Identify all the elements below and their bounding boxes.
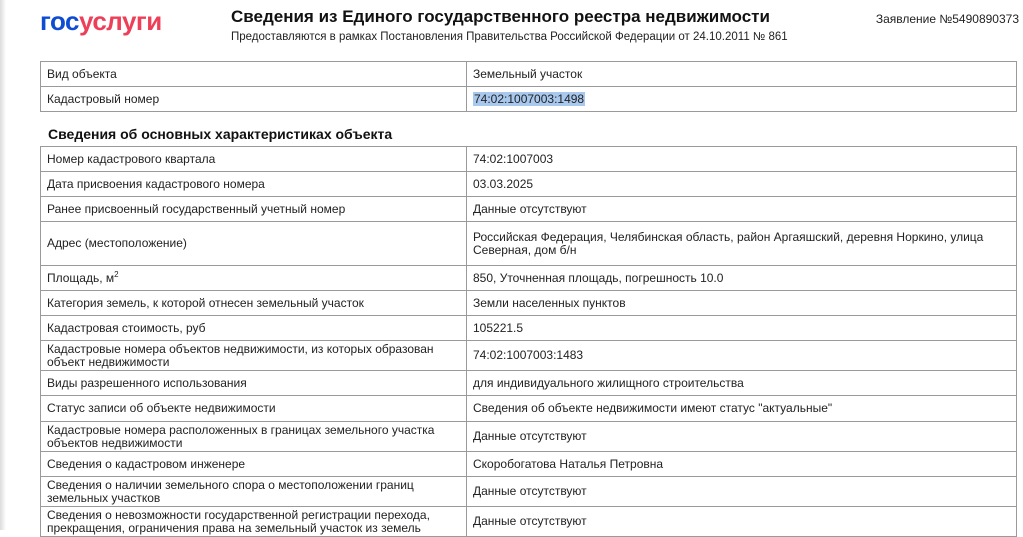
row-value: Данные отсутствуют	[467, 197, 1017, 222]
row-label	[41, 396, 467, 422]
row-label-text: Сведения о невозможности государственной регистрации перехода, прекращения, ограничения права на земельный участок из земель	[47, 507, 430, 535]
document-subtitle: Предоставляются в рамках Постановления Правительства Российской Федерации от 24.10.2011 № 861	[231, 31, 788, 43]
object-info-table	[40, 61, 1017, 112]
row-value-cell	[467, 87, 1017, 112]
row-label	[41, 266, 467, 291]
row-label	[41, 172, 467, 197]
row-value: Российская Федерация, Челябинская область, район Аргаяшский, деревня Норкино, улица Северная, дом б/н	[467, 222, 1017, 266]
row-label-text: Площадь, м	[47, 270, 115, 285]
row-value: 74:02:1007003:1483	[467, 341, 1017, 371]
table-row	[41, 452, 1017, 477]
table-row	[41, 507, 1017, 537]
table-row	[41, 316, 1017, 341]
table-row	[41, 147, 1017, 172]
row-value: Сведения об объекте недвижимости имеют статус "актуальные"	[467, 396, 1017, 422]
row-label	[41, 477, 467, 507]
table-row	[41, 197, 1017, 222]
row-value: 850, Уточненная площадь, погрешность 10.0	[467, 266, 1017, 291]
unit-superscript: 2	[114, 269, 119, 279]
row-label	[41, 341, 467, 371]
row-label-text: Ранее присвоенный государственный учетный номер	[47, 201, 346, 216]
row-label	[41, 197, 467, 222]
row-label-text: Категория земель, к которой отнесен земельный участок	[47, 295, 364, 310]
characteristics-table	[40, 146, 1017, 537]
row-label: Кадастровый номер	[41, 87, 467, 112]
row-value: 74:02:1007003	[467, 147, 1017, 172]
table-row	[41, 222, 1017, 266]
row-label: Вид объекта	[41, 62, 467, 87]
row-label-text: Номер кадастрового квартала	[47, 151, 216, 166]
table-row	[41, 396, 1017, 422]
page-edge-shadow	[0, 0, 6, 530]
table-row	[41, 266, 1017, 291]
row-label-text: Кадастровая стоимость, руб	[47, 320, 206, 335]
row-value: Земельный участок	[467, 62, 1017, 87]
document-title: Сведения из Единого государственного реестра недвижимости	[231, 7, 770, 26]
row-value: Данные отсутствуют	[467, 507, 1017, 537]
row-label-text: Кадастровые номера объектов недвижимости, из которых образован объект недвижимости	[47, 341, 434, 369]
row-value: Скоробогатова Наталья Петровна	[467, 452, 1017, 477]
section-title: Сведения об основных характеристиках объекта	[48, 126, 393, 142]
table-row	[41, 172, 1017, 197]
gosuslugi-logo	[40, 6, 162, 37]
row-label-text: Сведения о наличии земельного спора о местоположении границ земельных участков	[47, 477, 414, 505]
row-label-text: Статус записи об объекте недвижимости	[47, 401, 276, 415]
row-label-text: Кадастровые номера расположенных в границах земельного участка объектов недвижимости	[47, 422, 435, 450]
row-value: 03.03.2025	[467, 172, 1017, 197]
row-label-text: Сведения о кадастровом инженере	[47, 456, 246, 471]
logo-part-gos: гос	[40, 6, 79, 36]
row-label	[41, 147, 467, 172]
table-row	[41, 87, 1017, 112]
row-value: Данные отсутствуют	[467, 477, 1017, 507]
table-row	[41, 291, 1017, 316]
table-row	[41, 62, 1017, 87]
row-label-text: Виды разрешенного использования	[47, 375, 247, 390]
row-label-text: Адрес (местоположение)	[47, 236, 187, 250]
table-row	[41, 422, 1017, 452]
table-row	[41, 341, 1017, 371]
row-label	[41, 291, 467, 316]
row-label	[41, 452, 467, 477]
logo-part-uslugi: услуги	[79, 6, 162, 36]
row-label	[41, 316, 467, 341]
row-value: Данные отсутствуют	[467, 422, 1017, 452]
row-label	[41, 507, 467, 537]
selected-cadastral-number[interactable]: 74:02:1007003:1498	[474, 91, 585, 106]
row-value: для индивидуального жилищного строительства	[467, 371, 1017, 396]
row-label	[41, 422, 467, 452]
table-row	[41, 477, 1017, 507]
row-value: Земли населенных пунктов	[467, 291, 1017, 316]
application-number: Заявление №5490890373	[875, 12, 1019, 26]
row-label-text: Дата присвоения кадастрового номера	[47, 176, 265, 191]
row-label	[41, 222, 467, 266]
row-label	[41, 371, 467, 396]
table-row	[41, 371, 1017, 396]
row-value: 105221.5	[467, 316, 1017, 341]
